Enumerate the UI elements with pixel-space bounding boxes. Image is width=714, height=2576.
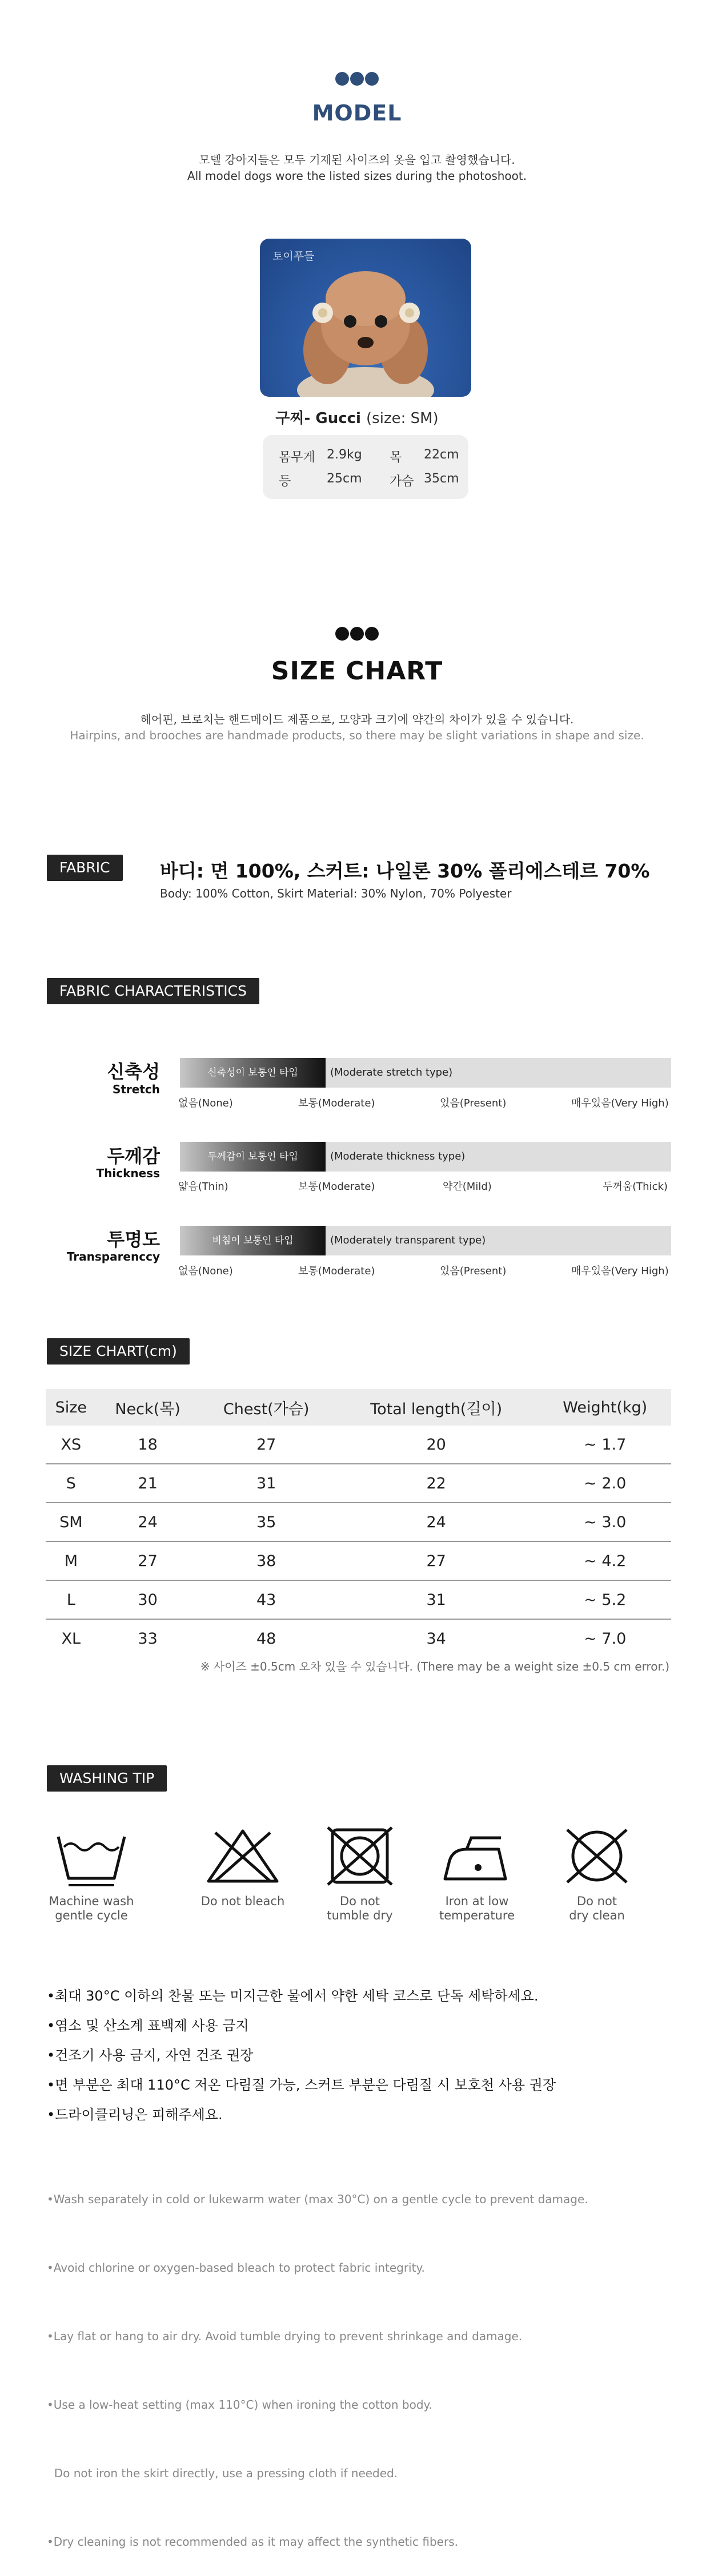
model-subtitle-en: All model dogs wore the listed sizes during the photoshoot. <box>187 169 527 183</box>
en-tip: •Dry cleaning is not recommended as it may affect the synthetic fibers. <box>47 2535 458 2549</box>
measure-label: 등 <box>279 474 291 489</box>
level-label: 없음(None) <box>178 1265 233 1277</box>
en-tip: •Lay flat or hang to air dry. Avoid tumble drying to prevent shrinkage and damage. <box>47 2329 523 2343</box>
model-photo <box>260 239 471 397</box>
wash-label-line: Machine wash <box>49 1894 134 1908</box>
dot <box>335 627 349 641</box>
ko-tip: •드라이클리닝은 피해주세요. <box>47 2107 223 2123</box>
table-cell: ~ 1.7 <box>539 1426 672 1464</box>
fabric-en: Body: 100% Cotton, Skirt Material: 30% Nylon, 70% Polyester <box>160 887 512 900</box>
table-row <box>46 1541 671 1580</box>
column-header: Chest(가슴) <box>199 1389 333 1426</box>
size-chart-subtitle-ko: 헤어핀, 브로치는 핸드메이드 제품으로, 모양과 크기에 약간의 차이가 있을 수 있습니다. <box>140 713 574 726</box>
table-cell: 38 <box>199 1541 333 1580</box>
measure-value: 2.9kg <box>327 448 362 462</box>
measure-value: 22cm <box>424 448 459 462</box>
table-row <box>46 1464 671 1503</box>
table-cell: 27 <box>97 1541 199 1580</box>
table-cell: M <box>46 1541 97 1580</box>
table-row <box>46 1580 671 1619</box>
size-table-tag: SIZE CHART(cm) <box>47 1338 190 1365</box>
level-label: 보통(Moderate) <box>298 1181 375 1193</box>
ko-tip: •염소 및 산소계 표백제 사용 금지 <box>47 2018 249 2034</box>
size-chart-subtitle-en: Hairpins, and brooches are handmade products, so there may be slight variations in shape and size. <box>70 728 644 742</box>
thickness-bar-desc: (Moderate thickness type) <box>330 1150 466 1162</box>
table-cell: XS <box>46 1426 97 1464</box>
model-subtitle-ko: 모델 강아지들은 모두 기재된 사이즈의 옷을 입고 촬영했습니다. <box>199 153 515 167</box>
table-cell: 48 <box>256 1629 276 1648</box>
size-chart-dots <box>0 627 714 641</box>
dot <box>365 72 379 86</box>
no-tumble-dry-icon <box>320 1824 400 1887</box>
column-header: Weight(kg) <box>539 1389 672 1426</box>
transparency-label-ko: 투명도 <box>107 1229 160 1250</box>
table-cell: 27 <box>199 1426 333 1464</box>
size-table <box>46 1389 671 1657</box>
stretch-bar <box>180 1058 671 1088</box>
level-label: 약간(Mild) <box>443 1181 492 1193</box>
level-label: 얇음(Thin) <box>178 1181 228 1193</box>
table-row <box>46 1426 671 1464</box>
model-heading: MODEL <box>312 100 402 126</box>
level-label: 보통(Moderate) <box>298 1265 375 1277</box>
no-bleach-icon <box>203 1824 283 1887</box>
table-cell: ~ 2.0 <box>539 1464 672 1503</box>
ko-tip: •최대 30°C 이하의 찬물 또는 미지근한 물에서 약한 세탁 코스로 단독 세탁하세요. <box>47 1988 539 2004</box>
thickness-label-en: Thickness <box>96 1166 160 1180</box>
en-tip: •Wash separately in cold or lukewarm water (max 30°C) on a gentle cycle to prevent damage. <box>47 2192 588 2206</box>
table-cell: 22 <box>334 1464 539 1503</box>
column-header: Total length(길이) <box>334 1389 539 1426</box>
table-cell: L <box>46 1580 97 1619</box>
table-cell: 43 <box>199 1580 333 1619</box>
table-cell: 31 <box>199 1464 333 1503</box>
table-cell: 33 <box>138 1629 158 1648</box>
table-cell: 21 <box>97 1464 199 1503</box>
wash-label <box>186 1894 300 1909</box>
dot <box>350 72 364 86</box>
table-cell: ~ 5.2 <box>539 1580 672 1619</box>
model-dots <box>0 72 714 86</box>
transparency-bar-desc: (Moderately transparent type) <box>330 1234 486 1246</box>
level-label: 매우있음(Very High) <box>571 1265 669 1277</box>
column-header: Neck(목) <box>97 1389 199 1426</box>
table-row <box>46 1503 671 1541</box>
wash-label-line: tumble dry <box>327 1909 393 1922</box>
level-label: 있음(Present) <box>440 1097 507 1109</box>
dot <box>365 627 379 641</box>
ko-tips <box>47 1981 556 2130</box>
dog-name-line <box>0 406 714 428</box>
measure-label: 가슴 <box>390 474 414 489</box>
size-chart-heading: SIZE CHART <box>271 657 443 686</box>
measure-value: 25cm <box>327 472 362 486</box>
level-label: 두꺼움(Thick) <box>603 1181 668 1193</box>
wash-label <box>303 1894 417 1923</box>
measure-label: 목 <box>390 450 402 465</box>
table-cell: 24 <box>334 1503 539 1541</box>
stretch-label-en: Stretch <box>112 1082 160 1096</box>
level-label: 있음(Present) <box>440 1265 507 1277</box>
machine-wash-icon <box>51 1824 131 1887</box>
wash-label-line: Iron at low <box>445 1894 509 1908</box>
table-cell: 30 <box>97 1580 199 1619</box>
measurement-box <box>263 435 468 499</box>
fabric-ko: 바디: 면 100%, 스커트: 나일론 30% 폴리에스테르 70% <box>160 860 650 882</box>
thickness-bar <box>180 1142 671 1172</box>
table-cell: 31 <box>334 1580 539 1619</box>
ko-tip: •면 부분은 최대 110°C 저온 다림질 가능, 스커트 부분은 다림질 시 보호천 사용 권장 <box>47 2077 556 2093</box>
measure-value: 35cm <box>424 472 459 486</box>
thickness-label-ko: 두께감 <box>107 1145 160 1167</box>
table-cell: SM <box>46 1503 97 1541</box>
washing-tag: WASHING TIP <box>47 1765 167 1792</box>
en-tips <box>47 2142 588 2576</box>
table-cell: ~ 7.0 <box>584 1629 627 1648</box>
table-cell: 35 <box>199 1503 333 1541</box>
fabric-tag: FABRIC <box>47 855 123 881</box>
dot <box>350 627 364 641</box>
thickness-bar-fill-label: 두께감이 보통인 타입 <box>207 1151 298 1162</box>
table-cell: 27 <box>334 1541 539 1580</box>
wash-label-line: temperature <box>439 1909 515 1922</box>
stretch-bar-fill-label: 신축성이 보통인 타입 <box>207 1067 298 1078</box>
measure-label: 몸무게 <box>279 450 315 465</box>
en-tip: Do not iron the skirt directly, use a pressing cloth if needed. <box>47 2466 398 2480</box>
level-label: 보통(Moderate) <box>298 1097 375 1109</box>
wash-label-line: Do not <box>576 1894 617 1908</box>
transparency-label-en: Transparenccy <box>66 1250 160 1263</box>
wash-label-line: dry clean <box>569 1909 625 1922</box>
table-cell: ~ 3.0 <box>539 1503 672 1541</box>
dot <box>335 72 349 86</box>
table-cell: S <box>46 1464 97 1503</box>
transparency-bar-fill-label: 비침이 보통인 타입 <box>212 1235 294 1246</box>
wash-label-line: Do not bleach <box>200 1894 285 1908</box>
table-cell: ~ 4.2 <box>539 1541 672 1580</box>
iron-low-icon <box>437 1824 517 1887</box>
table-cell: 34 <box>426 1629 446 1648</box>
photo-badge: 토이푸들 <box>272 250 315 263</box>
table-cell: XL <box>61 1629 81 1648</box>
wash-label <box>34 1894 149 1923</box>
dog-size: (size: SM) <box>366 410 439 427</box>
table-cell: 20 <box>334 1426 539 1464</box>
dog-name: 구찌- Gucci <box>275 410 361 427</box>
transparency-bar <box>180 1226 671 1255</box>
level-label: 매우있음(Very High) <box>571 1097 669 1109</box>
level-label: 없음(None) <box>178 1097 233 1109</box>
stretch-bar-desc: (Moderate stretch type) <box>330 1066 453 1078</box>
table-header-row <box>46 1389 671 1426</box>
en-tip: •Use a low-heat setting (max 110°C) when ironing the cotton body. <box>47 2398 432 2412</box>
table-row <box>46 1619 671 1657</box>
table-cell: 24 <box>97 1503 199 1541</box>
wash-label-line: gentle cycle <box>55 1909 128 1922</box>
ko-tip: •건조기 사용 금지, 자연 건조 권장 <box>47 2047 254 2063</box>
characteristics-tag: FABRIC CHARACTERISTICS <box>47 978 259 1004</box>
size-note: ※ 사이즈 ±0.5cm 오차 있을 수 있습니다. (There may be a weight size ±0.5 cm error.) <box>200 1660 669 1673</box>
column-header: Size <box>46 1389 97 1426</box>
table-cell: 18 <box>97 1426 199 1464</box>
wash-label <box>420 1894 534 1923</box>
no-dry-clean-icon <box>557 1824 637 1887</box>
en-tip: •Avoid chlorine or oxygen-based bleach to protect fabric integrity. <box>47 2261 425 2275</box>
wash-label <box>540 1894 654 1923</box>
stretch-label-ko: 신축성 <box>107 1061 160 1082</box>
wash-label-line: Do not <box>339 1894 380 1908</box>
